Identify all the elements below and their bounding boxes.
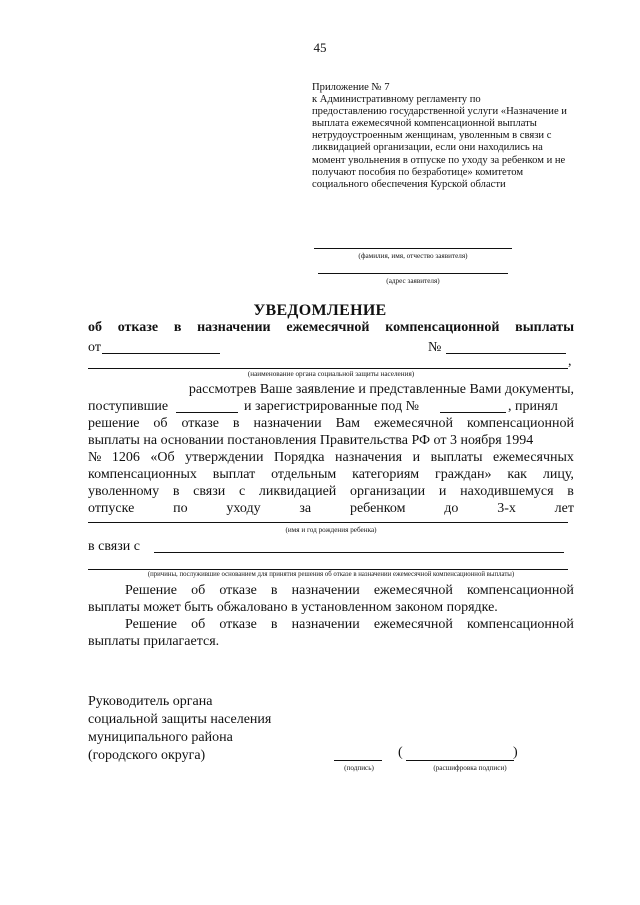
- reason-field[interactable]: [154, 552, 564, 553]
- signatory-line: социальной защиты населения: [88, 712, 272, 727]
- notice-subtitle: [88, 320, 574, 336]
- word: Решение: [125, 617, 178, 632]
- applicant-address-field[interactable]: [318, 273, 508, 274]
- applicant-name-caption: (фамилия, имя, отчество заявителя): [358, 252, 468, 260]
- reason-caption: (причины, послужившие основанием для принятия решения об отказе в назначении ежемесячной компенсационной выплаты): [147, 571, 515, 578]
- appendix-line: ликвидацией организации, если они находились на: [312, 142, 543, 154]
- word: с: [238, 484, 246, 499]
- word: 1206: [111, 450, 140, 465]
- organization-comma: ,: [568, 354, 572, 369]
- signatory-title: [88, 693, 308, 765]
- word: назначении: [291, 617, 360, 632]
- word: утверждении: [185, 450, 264, 465]
- body-line: рассмотрев Ваше заявление и представленные Вами документы,: [188, 382, 574, 397]
- word: в: [232, 416, 240, 431]
- applicant-name-field[interactable]: [314, 248, 512, 249]
- word: и: [438, 484, 447, 499]
- notice-number-field[interactable]: [446, 353, 566, 354]
- word: об: [153, 416, 168, 431]
- word: компенсационных: [88, 467, 197, 482]
- appendix-line: момент увольнения в отпуске по уходу за ребенком и не: [312, 154, 566, 166]
- word: уходу: [226, 501, 261, 516]
- open-paren: (: [398, 745, 403, 760]
- word: ликвидацией: [258, 484, 337, 499]
- word: «Об: [150, 450, 175, 465]
- body-line: [125, 582, 574, 599]
- word: отпуске: [88, 501, 135, 516]
- word: ребенком: [349, 501, 406, 516]
- word: и: [412, 450, 421, 465]
- appendix-header: [312, 82, 610, 191]
- appendix-line: к Административному регламенту по: [312, 94, 481, 106]
- organization-field[interactable]: [88, 368, 568, 369]
- word: в: [172, 484, 180, 499]
- word: как: [507, 467, 527, 482]
- word: об: [191, 583, 206, 598]
- subtitle-word: в: [173, 320, 182, 335]
- word: компенсационной: [466, 617, 574, 632]
- word: связи: [193, 484, 226, 499]
- word: организации: [350, 484, 426, 499]
- subtitle-word: отказе: [117, 320, 159, 335]
- word: ежемесячной: [373, 583, 453, 598]
- received-label: поступившие: [88, 399, 169, 414]
- number-label: №: [428, 340, 442, 355]
- word: Порядка: [274, 450, 325, 465]
- word: выплаты: [430, 450, 483, 465]
- appendix-line: Приложение № 7: [312, 82, 390, 93]
- word: лицу,: [542, 467, 574, 482]
- word: уволенному: [88, 484, 160, 499]
- word: отказе: [219, 617, 257, 632]
- reason-label: в связи с: [88, 539, 140, 554]
- reason-field-continued[interactable]: [88, 569, 568, 570]
- word: в: [270, 583, 278, 598]
- body-line: выплаты может быть обжаловано в установленном законом порядке.: [88, 600, 498, 615]
- word: ежемесячных: [493, 450, 574, 465]
- accepted-label: , принял: [508, 399, 558, 414]
- notice-date-field[interactable]: [102, 353, 220, 354]
- signatory-line: муниципального района: [88, 730, 233, 745]
- subtitle-word: ежемесячной: [286, 320, 370, 335]
- body-line: [125, 616, 574, 633]
- registration-number-field[interactable]: [440, 412, 506, 413]
- page-number: 45: [313, 40, 327, 55]
- child-info-caption: (имя и год рождения ребенка): [285, 526, 377, 534]
- word: до: [444, 501, 459, 516]
- word: отказе: [181, 416, 219, 431]
- signatory-line: (городского округа): [88, 748, 206, 763]
- word: назначении: [253, 416, 322, 431]
- word: 3-х: [497, 501, 516, 516]
- word: ежемесячной: [373, 617, 453, 632]
- word: граждан»: [435, 467, 492, 482]
- word: назначения: [335, 450, 403, 465]
- from-label: от: [88, 340, 101, 355]
- subtitle-word: выплаты: [515, 320, 574, 335]
- word: находившемуся: [460, 484, 554, 499]
- signature-caption: (подпись): [344, 764, 374, 772]
- word: за: [299, 501, 312, 516]
- word: по: [173, 501, 188, 516]
- child-info-field[interactable]: [88, 522, 568, 523]
- body-line: выплаты на основании постановления Правительства РФ от 3 ноября 1994: [88, 433, 534, 448]
- word: в: [270, 617, 278, 632]
- received-date-field[interactable]: [176, 412, 238, 413]
- word: лет: [554, 501, 574, 516]
- subtitle-word: об: [88, 320, 102, 335]
- subtitle-word: компенсационной: [385, 320, 500, 335]
- word: категориям: [352, 467, 420, 482]
- body-line: [88, 500, 574, 517]
- signature-decode-field[interactable]: [406, 760, 514, 761]
- word: Решение: [125, 583, 178, 598]
- appendix-line: нетрудоустроенным женщинам, уволенным в связи с: [312, 130, 552, 142]
- registered-label: и зарегистрированные под №: [244, 399, 419, 414]
- body-line: [88, 415, 574, 432]
- body-line: [88, 449, 574, 466]
- word: №: [88, 450, 102, 465]
- word: решение: [88, 416, 140, 431]
- word: в: [567, 484, 574, 499]
- word: ежемесячной: [374, 416, 454, 431]
- appendix-line: получают пособия по безработице» комитетом: [312, 166, 524, 178]
- appendix-line: выплата ежемесячной компенсационной выплаты: [312, 118, 537, 130]
- word: отдельным: [271, 467, 337, 482]
- word: об: [191, 617, 206, 632]
- notice-title: УВЕДОМЛЕНИЕ: [253, 302, 387, 319]
- organization-caption: (наименование органа социальной защиты населения): [247, 370, 415, 378]
- appendix-line: социального обеспечения Курской области: [312, 178, 506, 190]
- signature-field[interactable]: [334, 760, 382, 761]
- word: Вам: [335, 416, 361, 431]
- word: отказе: [219, 583, 257, 598]
- signatory-line: Руководитель органа: [88, 694, 213, 709]
- word: выплат: [212, 467, 256, 482]
- subtitle-word: назначении: [197, 320, 271, 335]
- word: назначении: [291, 583, 360, 598]
- close-paren: ): [513, 745, 518, 760]
- body-line: [88, 483, 574, 500]
- body-line: выплаты прилагается.: [88, 634, 220, 649]
- body-line: [88, 466, 574, 483]
- signature-decode-caption: (расшифровка подписи): [433, 764, 507, 772]
- word: компенсационной: [466, 583, 574, 598]
- word: компенсационной: [467, 416, 574, 431]
- applicant-address-caption: (адрес заявителя): [386, 277, 440, 285]
- appendix-line: предоставлению государственной услуги «Назначение и: [312, 106, 567, 118]
